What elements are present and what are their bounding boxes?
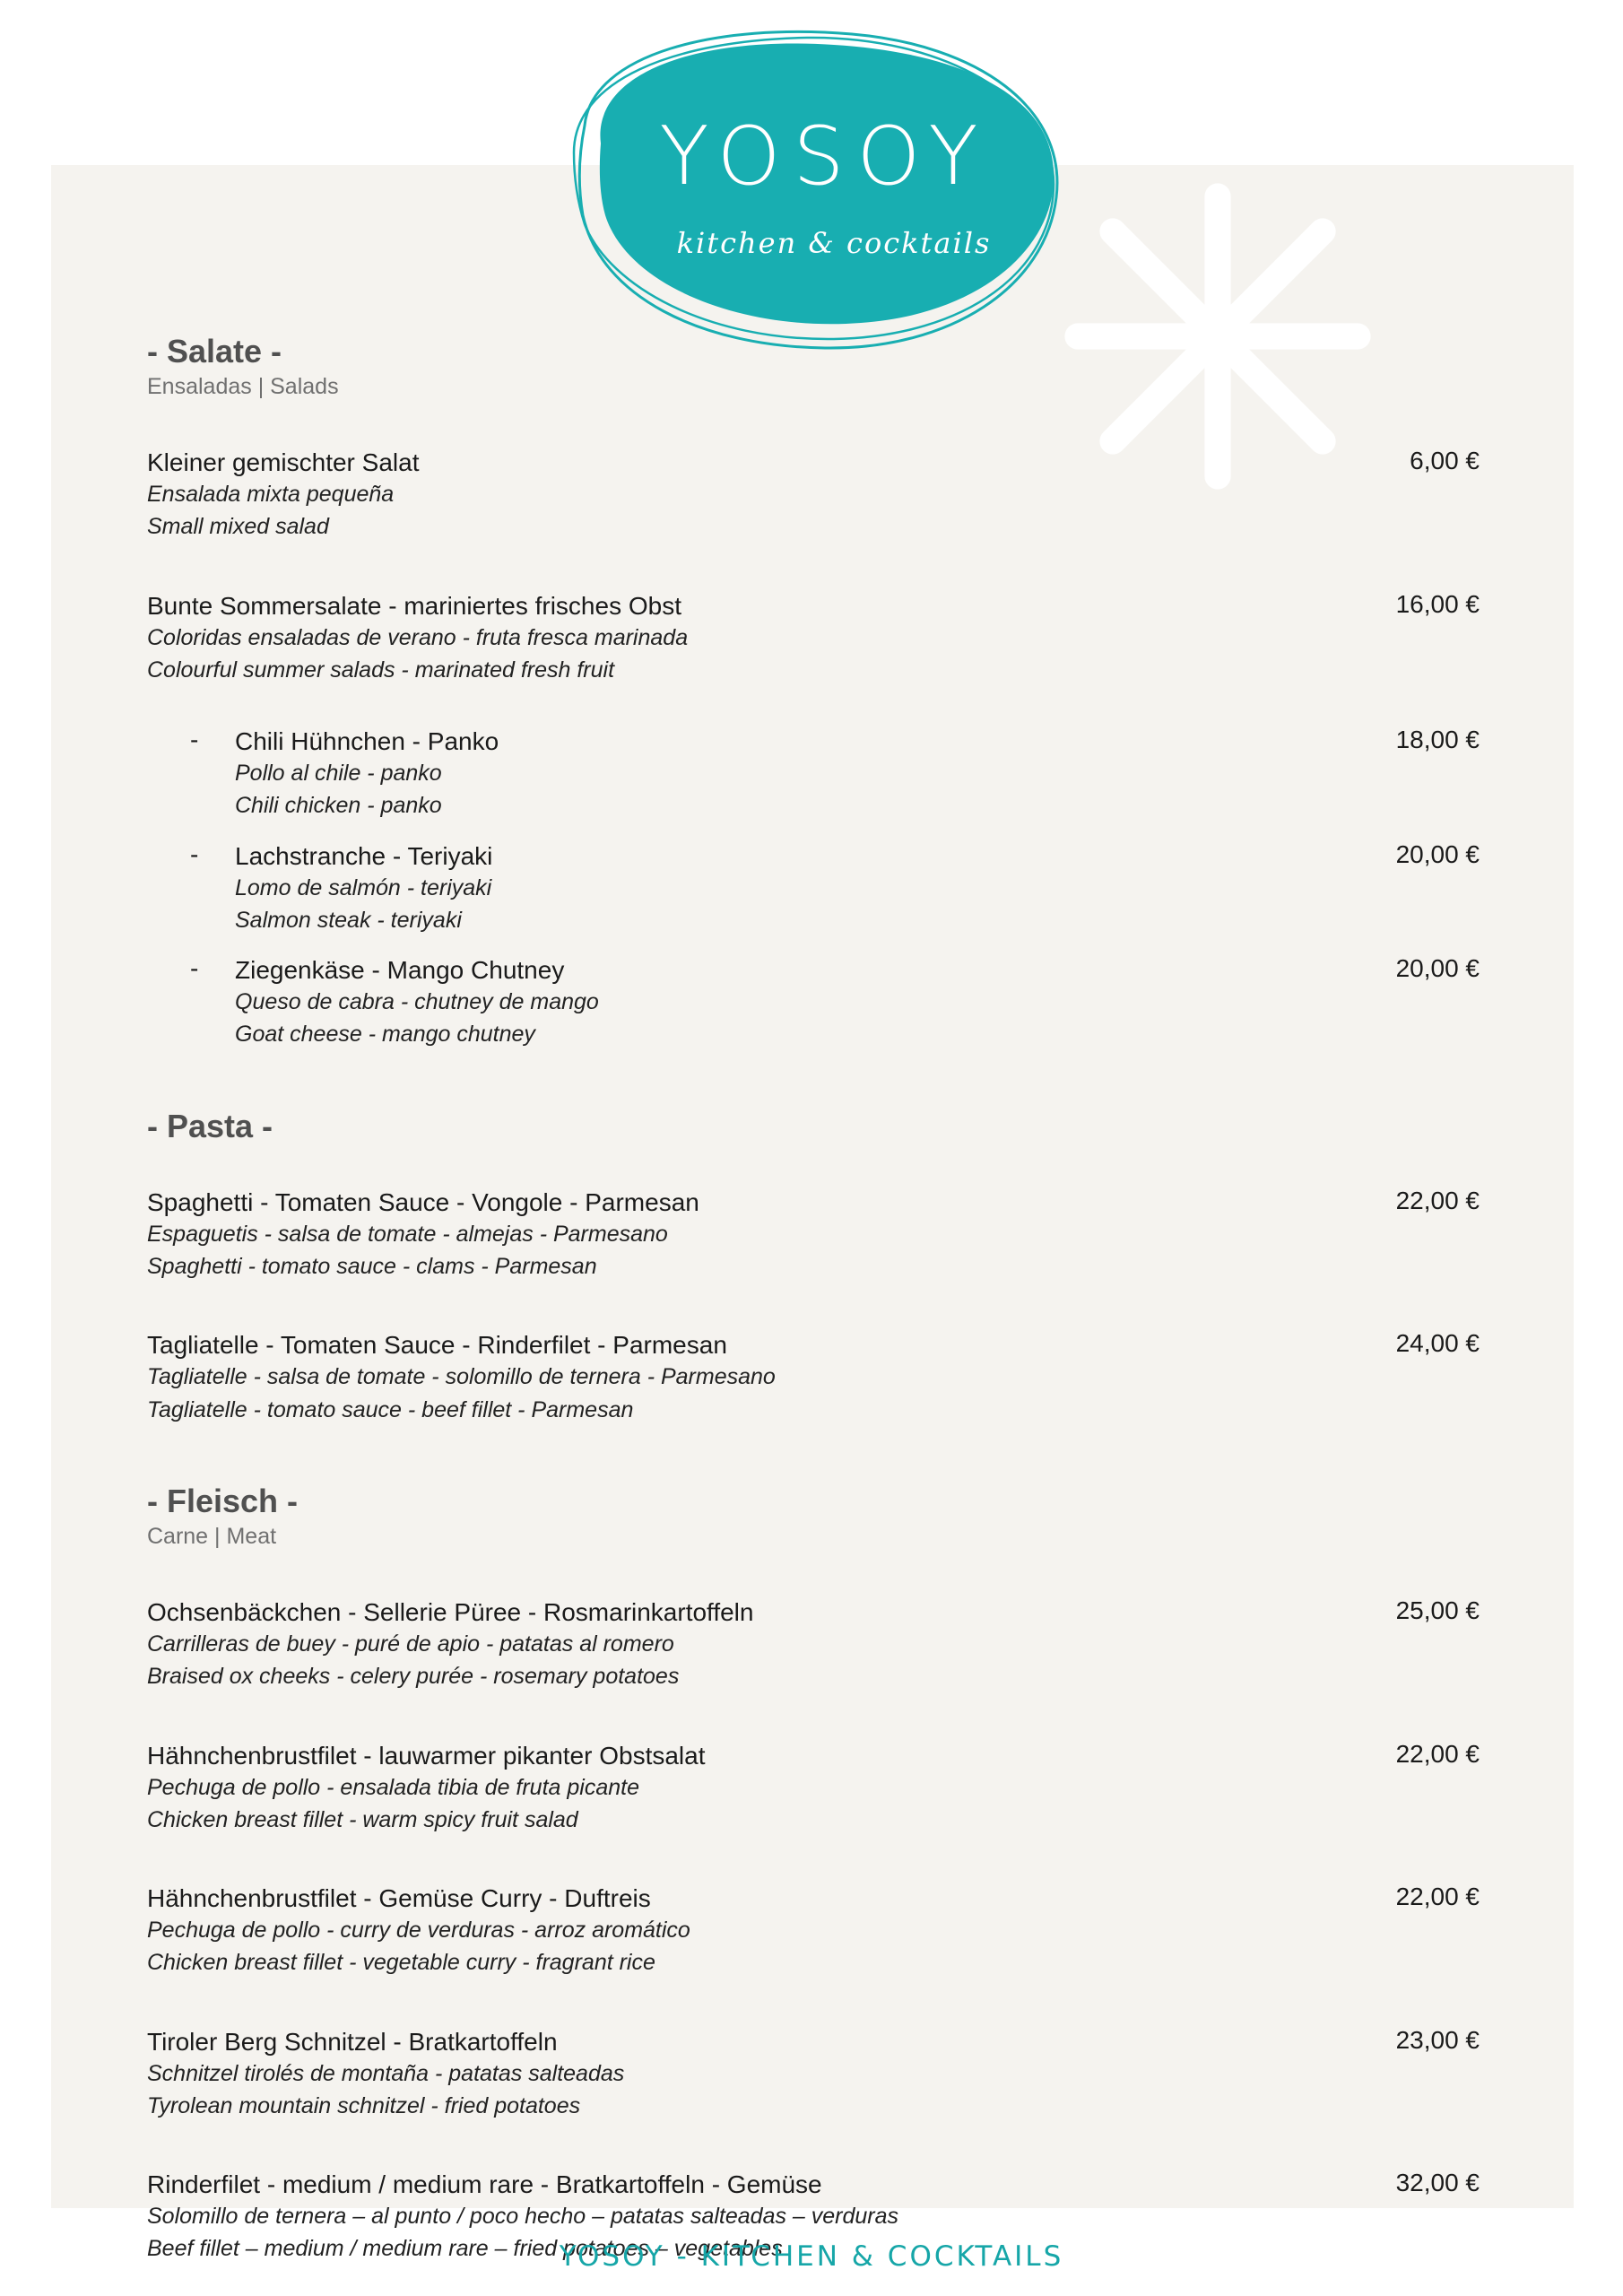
section-title: - Pasta - — [147, 1107, 273, 1144]
item-name: Hähnchenbrustfilet - Gemüse Curry - Duftreis — [147, 1884, 651, 1913]
item-name: Tagliatelle - Tomaten Sauce - Rinderfilet - Parmesan — [147, 1331, 727, 1360]
item-name-en: Salmon steak - teriyaki — [235, 907, 462, 933]
item-name-es: Lomo de salmón - teriyaki — [235, 874, 492, 900]
item-name: Rinderfilet - medium / medium rare - Bratkartoffeln - Gemüse — [147, 2170, 822, 2199]
dash-bullet-icon: - — [190, 839, 199, 868]
item-name: Kleiner gemischter Salat — [147, 448, 420, 477]
logo-wordmark: YOSOY — [659, 109, 991, 204]
item-name: Tiroler Berg Schnitzel - Bratkartoffeln — [147, 2027, 558, 2056]
item-price: 23,00 € — [1395, 2025, 1480, 2054]
menu-item — [147, 1740, 1483, 1837]
section-salate — [147, 332, 1483, 1051]
item-price: 24,00 € — [1395, 1329, 1480, 1358]
item-price: 32,00 € — [1395, 2169, 1480, 2197]
section-subtitle: Ensaladas | Salads — [147, 374, 339, 400]
item-name-en: Chili chicken - panko — [235, 793, 442, 819]
item-price: 20,00 € — [1395, 839, 1480, 868]
section-pasta — [147, 1107, 1483, 1426]
item-name-es: Pechuga de pollo - ensalada tibia de fruta picante — [147, 1774, 639, 1800]
item-name-en: Beef fillet – medium / medium rare – fried potatoes – vegetables — [147, 2236, 783, 2262]
item-price: 22,00 € — [1395, 1186, 1480, 1214]
section-subtitle: Carne | Meat — [147, 1524, 277, 1550]
section-title: - Fleisch - — [147, 1482, 299, 1519]
item-name-en: Chicken breast fillet - warm spicy fruit salad — [147, 1806, 578, 1832]
footer-brand: YOSOY - KITCHEN & COCKTAILS — [559, 2240, 1064, 2273]
section-title: - Salate - — [147, 333, 282, 370]
item-name: Chili Hühnchen - Panko — [235, 727, 499, 756]
menu-subitem — [147, 954, 1483, 1051]
item-name-es: Espaguetis - salsa de tomate - almejas - Parmesano — [147, 1221, 668, 1247]
item-name-en: Braised ox cheeks - celery purée - rosemary potatoes — [147, 1664, 680, 1690]
logo-tagline: kitchen & cocktails — [676, 226, 992, 260]
item-name: Lachstranche - Teriyaki — [235, 841, 493, 870]
menu-subitem — [147, 726, 1483, 822]
item-name-es: Schnitzel tirolés de montaña - patatas salteadas — [147, 2060, 625, 2086]
logo — [565, 18, 1067, 368]
item-name-es: Solomillo de ternera – al punto / poco hecho – patatas salteadas – verduras — [147, 2204, 899, 2230]
menu-item — [147, 1187, 1483, 1283]
menu-item — [147, 1596, 1483, 1693]
item-price: 20,00 € — [1395, 954, 1480, 983]
menu-item — [147, 447, 1483, 544]
item-name-en: Goat cheese - mango chutney — [235, 1022, 535, 1048]
dash-bullet-icon: - — [190, 954, 199, 983]
section-fleisch — [147, 1482, 1483, 2266]
item-name-es: Ensalada mixta pequeña — [147, 482, 395, 508]
item-price: 16,00 € — [1395, 589, 1480, 618]
item-price: 22,00 € — [1395, 1739, 1480, 1768]
item-name-en: Chicken breast fillet - vegetable curry - fragrant rice — [147, 1950, 655, 1976]
item-name-en: Tyrolean mountain schnitzel - fried potatoes — [147, 2092, 581, 2118]
item-name-es: Pollo al chile - panko — [235, 761, 442, 787]
item-name-es: Queso de cabra - chutney de mango — [235, 989, 599, 1015]
item-price: 6,00 € — [1410, 447, 1480, 475]
item-name-es: Pechuga de pollo - curry de verduras - arroz aromático — [147, 1918, 690, 1944]
menu-item — [147, 590, 1483, 687]
item-name-en: Small mixed salad — [147, 514, 329, 540]
item-name: Bunte Sommersalate - mariniertes frisches Obst — [147, 591, 681, 620]
menu-subitem — [147, 840, 1483, 937]
item-name-es: Tagliatelle - salsa de tomate - solomillo de ternera - Parmesano — [147, 1364, 776, 1390]
item-name-en: Spaghetti - tomato sauce - clams - Parmesan — [147, 1254, 597, 1280]
item-name: Ochsenbäckchen - Sellerie Püree - Rosmarinkartoffeln — [147, 1598, 754, 1627]
item-name: Hähnchenbrustfilet - lauwarmer pikanter Obstsalat — [147, 1741, 706, 1770]
item-price: 25,00 € — [1395, 1596, 1480, 1625]
menu-item — [147, 1883, 1483, 1979]
item-price: 18,00 € — [1395, 726, 1480, 754]
item-name-en: Colourful summer salads - marinated fresh fruit — [147, 657, 615, 683]
item-name: Spaghetti - Tomaten Sauce - Vongole - Parmesan — [147, 1187, 699, 1216]
menu-item — [147, 2026, 1483, 2123]
item-name: Ziegenkäse - Mango Chutney — [235, 956, 565, 985]
menu-content — [147, 332, 1483, 2266]
dash-bullet-icon: - — [190, 726, 199, 754]
item-name-en: Tagliatelle - tomato sauce - beef fillet - Parmesan — [147, 1396, 634, 1422]
menu-item — [147, 1329, 1483, 1426]
item-price: 22,00 € — [1395, 1883, 1480, 1911]
item-name-es: Coloridas ensaladas de verano - fruta fresca marinada — [147, 624, 689, 650]
item-name-es: Carrilleras de buey - puré de apio - patatas al romero — [147, 1631, 674, 1657]
